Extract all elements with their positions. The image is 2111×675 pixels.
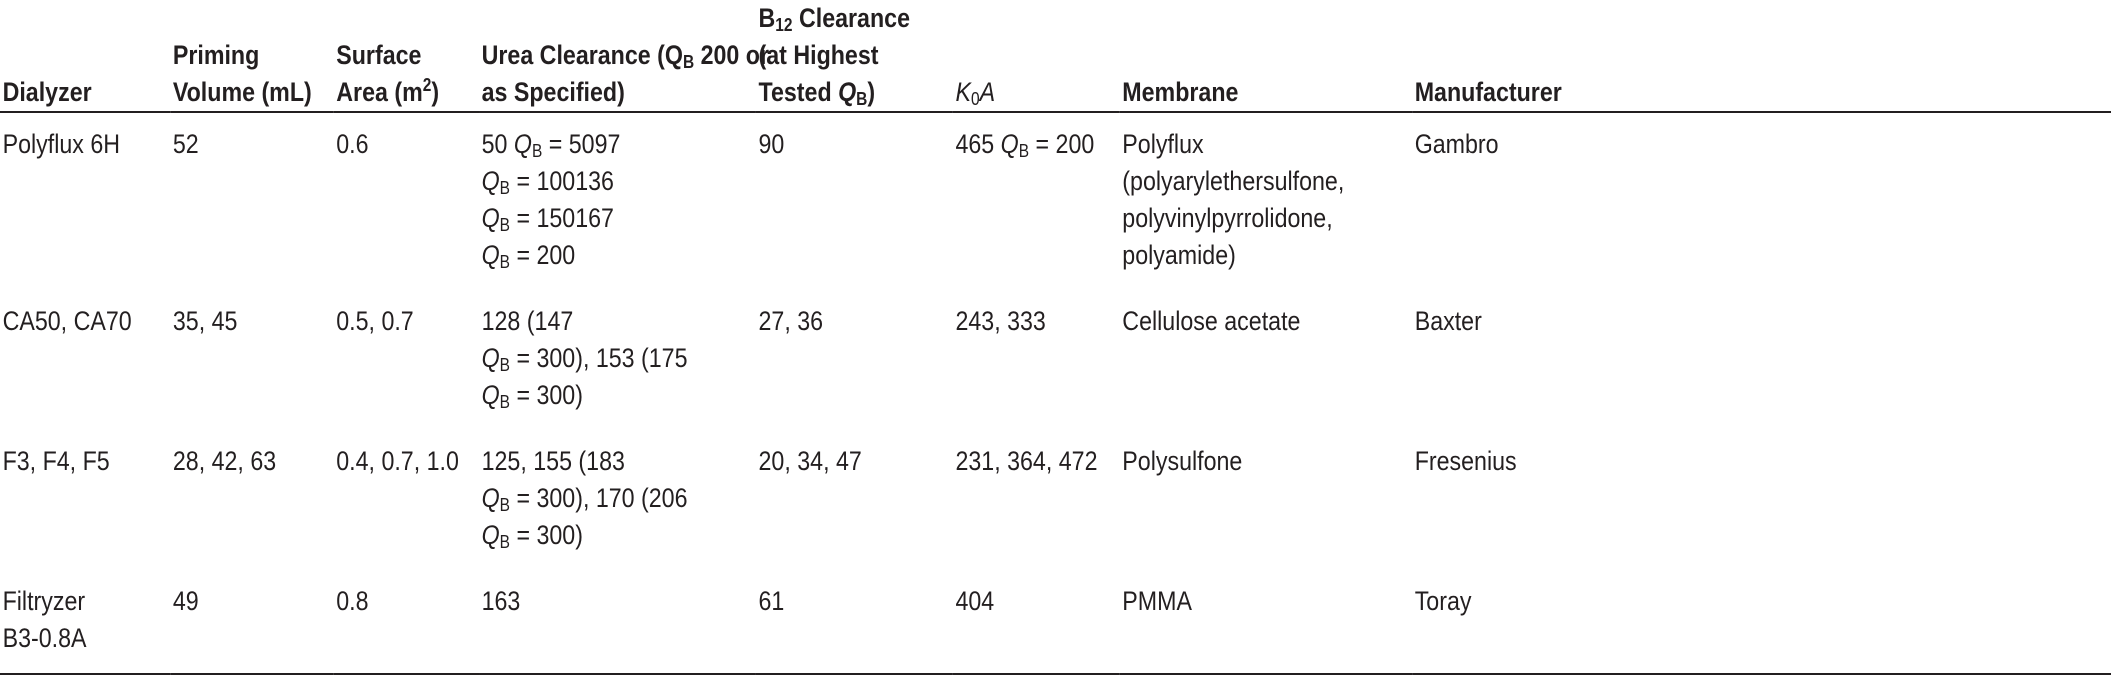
cell-priming-volume: 49 — [172, 586, 199, 616]
cell-urea-clearance: 163 — [481, 586, 521, 616]
cell-b12-clearance: 20, 34, 47 — [758, 446, 862, 476]
header-surface-area: Surface Area $(m^2)$ — [336, 40, 440, 107]
cell-priming-volume: 28, 42, 63 — [172, 446, 277, 476]
cell-koa: 465 $Q_B = 200$ — [955, 129, 1095, 161]
table-row — [0, 112, 2111, 290]
cell-dialyzer: Filtryzer B3-0.8A — [2, 586, 87, 653]
table-row — [0, 570, 2111, 674]
cell-urea-clearance: 128 (147 $Q_B = 300$), 153 (175 $Q_B = 300$) — [481, 306, 688, 412]
header-row — [0, 0, 2111, 112]
cell-dialyzer: Polyflux 6H — [2, 129, 121, 159]
cell-manufacturer: Fresenius — [1414, 446, 1517, 476]
header-priming-volume: Priming Volume (mL) — [172, 40, 312, 107]
header-b12-clearance: $B_{12}$ Clearance (at Highest Tested $Q_B$) — [758, 3, 910, 109]
cell-surface-area: 0.4, 0.7, 1.0 — [336, 446, 459, 476]
cell-dialyzer: CA50, CA70 — [2, 306, 132, 336]
cell-manufacturer: Toray — [1414, 586, 1472, 616]
header-urea-clearance: Urea Clearance ($Q_B$ 200 or as Specified) — [481, 40, 770, 107]
cell-b12-clearance: 61 — [758, 586, 785, 616]
cell-priming-volume: 35, 45 — [172, 306, 238, 336]
cell-priming-volume: 52 — [172, 129, 199, 159]
cell-dialyzer: F3, F4, F5 — [2, 446, 110, 476]
header-membrane: Membrane — [1122, 77, 1239, 107]
header-koa: $K_0A$ — [955, 77, 996, 109]
cell-b12-clearance: 27, 36 — [758, 306, 824, 336]
cell-urea-clearance: 50 $Q_B = 5097$ $Q_B = 100136$ $Q_B = 150167$ $Q_B = 200$ — [481, 129, 621, 272]
cell-membrane: Polyflux (polyarylethersulfone, polyvinylpyrrolidone, polyamide) — [1122, 129, 1345, 270]
table-row — [0, 430, 2111, 570]
cell-manufacturer: Gambro — [1414, 129, 1499, 159]
cell-koa: 243, 333 — [955, 306, 1046, 336]
cell-surface-area: 0.6 — [336, 129, 369, 159]
table-row — [0, 290, 2111, 430]
cell-koa: 404 — [955, 586, 995, 616]
cell-membrane: Polysulfone — [1122, 446, 1243, 476]
cell-urea-clearance: 125, 155 (183 $Q_B = 300$), 170 (206 $Q_B = 300$) — [481, 446, 688, 552]
cell-surface-area: 0.5, 0.7 — [336, 306, 414, 336]
cell-manufacturer: Baxter — [1414, 306, 1482, 336]
header-dialyzer: Dialyzer — [2, 77, 92, 107]
cell-membrane: Cellulose acetate — [1122, 306, 1301, 336]
cell-surface-area: 0.8 — [336, 586, 369, 616]
cell-membrane: PMMA — [1122, 586, 1192, 616]
header-manufacturer: Manufacturer — [1414, 77, 1562, 107]
cell-koa: 231, 364, 472 — [955, 446, 1098, 476]
cell-b12-clearance: 90 — [758, 129, 785, 159]
